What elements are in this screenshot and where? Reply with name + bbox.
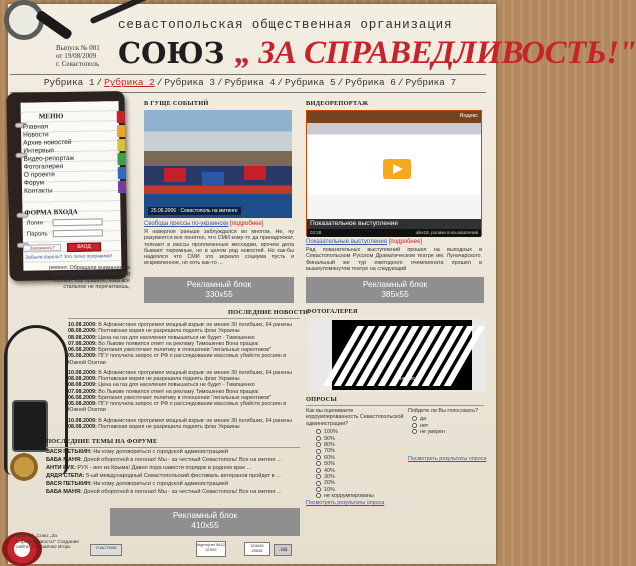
news-date: 10.08.2009: [68,322,97,328]
menu-title: МЕНЮ [38,112,64,121]
news-headline-link[interactable]: В Афганистане прогремел мощный взрыв: не менее 30 погибших, 64 ранены [98,417,292,424]
forum-topic-link[interactable]: РУХ - вон из Крыма! Давно пора навести порядок в родном крае ... [77,465,252,472]
news-date: 08.08.2009: [68,382,97,389]
poll-option-label: 80% [324,442,335,449]
forum-topic-link[interactable]: 5-ый международный Севастопольский фестиваль ветеранов пройдет в ... [86,473,281,480]
poll-1-question: Как вы оцениваете коррумпированность Севастопольской администрации? [306,408,404,427]
password-input[interactable] [53,229,103,237]
news-date: 05.08.2009: [68,401,97,407]
ad-block-3-label: Рекламный блок [172,510,238,520]
news-headline-link[interactable]: ПГУ получила запрос от РФ о расследовании массовых убийств россиян в Южной Осетии [68,353,287,366]
poll-option-label: не уверен [420,429,445,436]
events-headline-line [144,221,263,227]
radio-icon[interactable] [412,429,417,434]
forum-topic-link[interactable]: Ни кому договориться с городской администрацией [93,449,229,455]
site-logo[interactable] [118,36,636,74]
tab-blue [118,167,126,179]
news-date: 05.08.2009: [68,353,97,360]
forum-list [46,448,300,497]
rubric-separator: / [277,77,283,88]
radio-icon[interactable] [412,423,417,428]
news-headline-link[interactable]: Цена на газ для населения повышаться не будет - Тимошенко [98,334,255,341]
rubric-separator: / [217,77,223,88]
tab-red [117,111,125,123]
video-more-link[interactable]: [подробнее] [388,239,423,245]
rubric-separator: / [397,77,404,88]
video-brand: Яндекс [459,113,478,119]
issue-city: г. Севастополь [56,60,100,68]
logo-word-justice: „ ЗА СПРАВЕДЛИВОСТЬ!" [234,35,636,71]
news-headline-link[interactable]: Полтавская мэрия не разрешила поднять флаг Украины [98,328,240,335]
forum-item[interactable] [46,456,300,464]
video-headline-line [306,239,422,245]
forum-user: ВАСЯ ПЕТЬКИН: [46,481,92,488]
poll-option-label: 10% [324,486,335,493]
rubric-link-2[interactable]: Рубрика 2 [104,77,155,88]
remember-checkbox[interactable]: Запомнить? [23,244,61,252]
forum-item[interactable] [46,464,300,472]
rubric-separator: / [156,77,163,88]
radio-icon[interactable] [316,493,321,498]
news-title: ПОСЛЕДНИЕ НОВОСТИ [228,309,309,316]
forum-user: БАБА МАНЯ: [46,489,82,496]
news-date: 10.08.2009: [68,417,97,424]
news-date: 08.08.2009: [68,376,97,382]
login-input[interactable] [53,218,103,226]
menu-item-1[interactable]: Главная [22,123,49,131]
newspaper-clipping: ремонт. Обращали внимание на старые газеты, наклеенные под обоями. Как правило, пока все стальное не перечитаешь, [49,265,130,291]
tab-orange [117,125,125,137]
rubric-link-4[interactable]: Рубрика 4 [224,77,276,88]
main-menu [23,123,75,196]
login-label: Логин [26,220,43,227]
events-photo[interactable] [144,110,292,218]
poll-option-label: 30% [324,474,335,481]
play-icon[interactable] [383,159,411,179]
poll-option-label: нет [420,422,429,429]
news-headline-link[interactable]: Во Львове появился ответ на рекламу Тимошенко Вона працює [98,388,259,395]
header-divider [10,74,486,75]
news-list [68,322,300,430]
video-title: ВИДЕОРЕПОРТАЖ [306,100,369,107]
forum-user: ДЯДЯ СТЕПА: [46,473,85,480]
forum-topic-link[interactable]: Ни кому договориться с городской администрацией [93,481,229,488]
poll-option[interactable] [412,429,488,435]
counter-participant[interactable]: УЧАСТНИК [90,544,122,556]
rubric-link-3[interactable]: Рубрика 3 [164,77,216,88]
issue-date: от 19/08/2009 [56,52,97,60]
poll-option-label: 70% [324,448,335,455]
counter-ua[interactable]: .ua [274,544,292,556]
issue-number: Выпуск № 001 [56,44,100,52]
forum-topic-link[interactable]: Доной оборотней в погонах! Мы - за честный Севастополь! Все на митинг ... [83,489,282,496]
copyright: 2009 (с) „Союз „За Справедливость!" Создание сайта: Тимошенко Игорь [16,534,79,551]
radio-icon[interactable] [316,449,321,454]
poll-option-label: 40% [324,467,335,474]
tab-green [117,153,125,165]
issue-info [56,44,100,68]
forum-item[interactable] [46,472,300,480]
radio-icon[interactable] [316,429,321,434]
news-item[interactable] [68,424,300,430]
video-player-title: Показательное выступление [307,219,481,229]
forum-item[interactable] [46,488,300,496]
counter-bigmir[interactable]: bigmir)net 5612 47932 [196,541,226,557]
gallery-photo[interactable] [308,318,486,392]
news-date: 06.08.2009: [68,394,97,401]
news-headline-link[interactable]: Британия ужесточает политику в отношении "легальных наркотиков" [98,394,271,401]
ad-block-3-size: 410x55 [191,520,219,530]
counter-stats[interactable]: 324045 25646 [244,542,270,556]
menu-item-8[interactable]: Форум [23,179,45,187]
menu-item-9[interactable]: Контакты [24,187,53,195]
polls-divider [306,405,484,406]
menu-item-4[interactable]: Интервью [23,147,54,155]
forum-user: БАБА МАНЯ: [46,457,82,464]
video-text: Рад показательных выступлений прошел на выходных в Севастопольском Русском Драматическом театре им. Луначарского. Финальный же тур ежегодного очемпионата прошел в вышеупомянутом театре на следующий [306,247,482,272]
poll-2-question: Пойдете ли Вы голосовать? [408,408,479,414]
forgot-password-link[interactable]: Забыли пароль? Это легко поправимо! [25,254,113,261]
news-headline-link[interactable]: ПГУ получила запрос от РФ о расследовании массовых убийств россиян в Южной Осетии [68,401,287,414]
ad-block-2-label: Рекламный блок [362,279,428,289]
polls-title: ОПРОСЫ [306,396,337,403]
forum-user: ВАСЯ ПЕТЬКИН: [46,449,92,455]
video-controls[interactable] [307,229,481,237]
news-item[interactable] [68,353,300,366]
tab-yellow [117,139,125,151]
news-item[interactable] [68,401,300,414]
events-title: В ГУЩЕ СОБЫТИЙ [144,100,209,107]
news-divider [68,318,300,319]
flag-icon [202,172,224,186]
ad-block-3[interactable] [110,508,300,536]
ad-block-1[interactable] [144,277,294,303]
radio-icon[interactable] [316,436,321,441]
ad-block-2[interactable] [306,277,484,303]
notebook-tabs [117,111,126,195]
rubric-link-5[interactable]: Рубрика 5 [284,77,336,88]
video-frame [307,111,481,195]
organization-line: севастопольская общественная организация [118,18,453,32]
radio-icon[interactable] [412,416,417,421]
poll-option-label: не коррумпированы [324,493,374,500]
radio-icon[interactable] [316,461,321,466]
radio-icon[interactable] [316,442,321,447]
radio-icon[interactable] [316,468,321,473]
news-date: 10.08.2009: [68,369,97,376]
menu-item-7[interactable]: О проекте [23,171,55,179]
login-title: ФОРМА ВХОДА [24,207,78,217]
rubric-link-6[interactable]: Рубрика 6 [345,77,396,88]
news-date: 07.08.2009: [68,340,97,347]
news-headline-link[interactable]: В Афганистане прогремел мощный взрыв: не менее 30 погибших, 64 ранены [98,369,292,376]
menu-item-5[interactable]: Видео-репортаж [23,154,75,163]
forum-item[interactable] [46,448,300,456]
forum-item[interactable] [46,480,300,488]
menu-item-2[interactable]: Новости [23,131,49,139]
rubric-link-1[interactable]: Рубрика 1 [43,77,95,88]
events-text: Я наверное раньше заблуждался во многом. Не, ну разумеется все понятно, что СМИ кому-то да принадлежат, толкают в массы проплаченные месседжи, прочем дела бывают тюремные, но в целом ряд новостей. Но как-бы надеялся что СМИ это зеркало социума пусть и искривленное, но хоть как-то ... [144,229,294,267]
radio-icon[interactable] [316,487,321,492]
logo-word-union: СОЮЗ [118,36,225,70]
news-date: 06.08.2009: [68,347,97,353]
forum-topic-link[interactable]: Доной оборотней в погонах! Мы - за честный Севастополь! Все на митинг ... [83,457,282,464]
poll-1-options [316,429,404,499]
poll-1 [306,408,404,506]
forum-title: ПОСЛЕДНИЕ ТЕМЫ НА ФОРУМЕ [46,438,158,445]
radio-icon[interactable] [316,474,321,479]
video-meta: ukiv18, ролики пользователей [415,230,478,235]
radio-icon[interactable] [316,481,321,486]
poll-1-results-link[interactable]: Посмотреть результаты опроса [306,499,385,506]
radio-icon[interactable] [316,455,321,460]
events-more-link[interactable]: [подробнее] [230,221,264,227]
gallery-title: ФОТОГАЛЕРЕЯ [306,308,358,315]
gallery-image [332,320,472,390]
flag-icon [244,166,266,180]
news-headline-link[interactable]: Британия ужесточает политику в отношении "легальных наркотиков" [98,347,271,353]
coins-icon [4,452,44,482]
ad-block-2-size: 385x55 [381,289,409,299]
rubric-separator: / [96,77,103,88]
video-time: 03:28 [310,230,322,235]
news-headline-link[interactable]: Полтавская мэрия не разрешила поднять флаг Украины [98,423,240,430]
news-headline-link[interactable]: В Афганистане прогремел мощный взрыв: не менее 30 погибших, 64 ранены [98,322,292,328]
login-button[interactable]: ВХОД [67,242,101,252]
menu-item-3[interactable]: Архив новостей [23,138,72,147]
poll-option-label: 20% [324,480,335,487]
tab-purple [118,181,126,193]
news-date: 07.08.2009: [68,388,97,395]
news-date: 08.08.2009: [68,423,97,430]
poll-option-label: 50% [324,461,335,468]
poll-2 [408,408,488,462]
poll-option-label: 90% [324,435,335,442]
poll-option-label: да [420,416,427,423]
poll-option-label: 100% [324,429,338,436]
video-player[interactable] [306,110,482,236]
poll-2-results-link[interactable]: Посмотреть результаты опроса [408,455,487,462]
news-headline-link[interactable]: Цена на газ для населения повышаться не будет - Тимошенко [98,382,255,389]
flag-icon [164,168,186,182]
news-date: 08.08.2009: [68,328,97,335]
poll-option-label: 60% [324,454,335,461]
poll-2-options [412,416,488,435]
rubric-nav [0,77,500,88]
events-headline-link[interactable]: Свобода прессы по-украински [144,221,229,227]
forum-user: АНТИ РУХ: [46,465,76,472]
events-photo-caption: 25.06.2006 · Севастополь на митинге [148,207,241,215]
sidebar-notebook [6,91,127,281]
badge-icon [12,400,48,452]
ad-block-1-size: 330x55 [205,289,233,299]
password-label: Пароль [26,231,48,238]
ad-block-1-label: Рекламный блок [186,279,252,289]
menu-item-6[interactable]: Фотогалерея [23,163,64,171]
news-headline-link[interactable]: Во Львове появился ответ на рекламу Тимошенко Вона працює [98,340,259,347]
rubric-link-7[interactable]: Рубрика 7 [405,77,457,88]
video-headline-link[interactable]: Показательные выступления [306,239,388,245]
news-headline-link[interactable]: Полтавская мэрия не разрешила поднять флаг Украины [98,376,240,382]
news-date: 08.08.2009: [68,334,97,341]
rubric-separator: / [337,77,344,88]
